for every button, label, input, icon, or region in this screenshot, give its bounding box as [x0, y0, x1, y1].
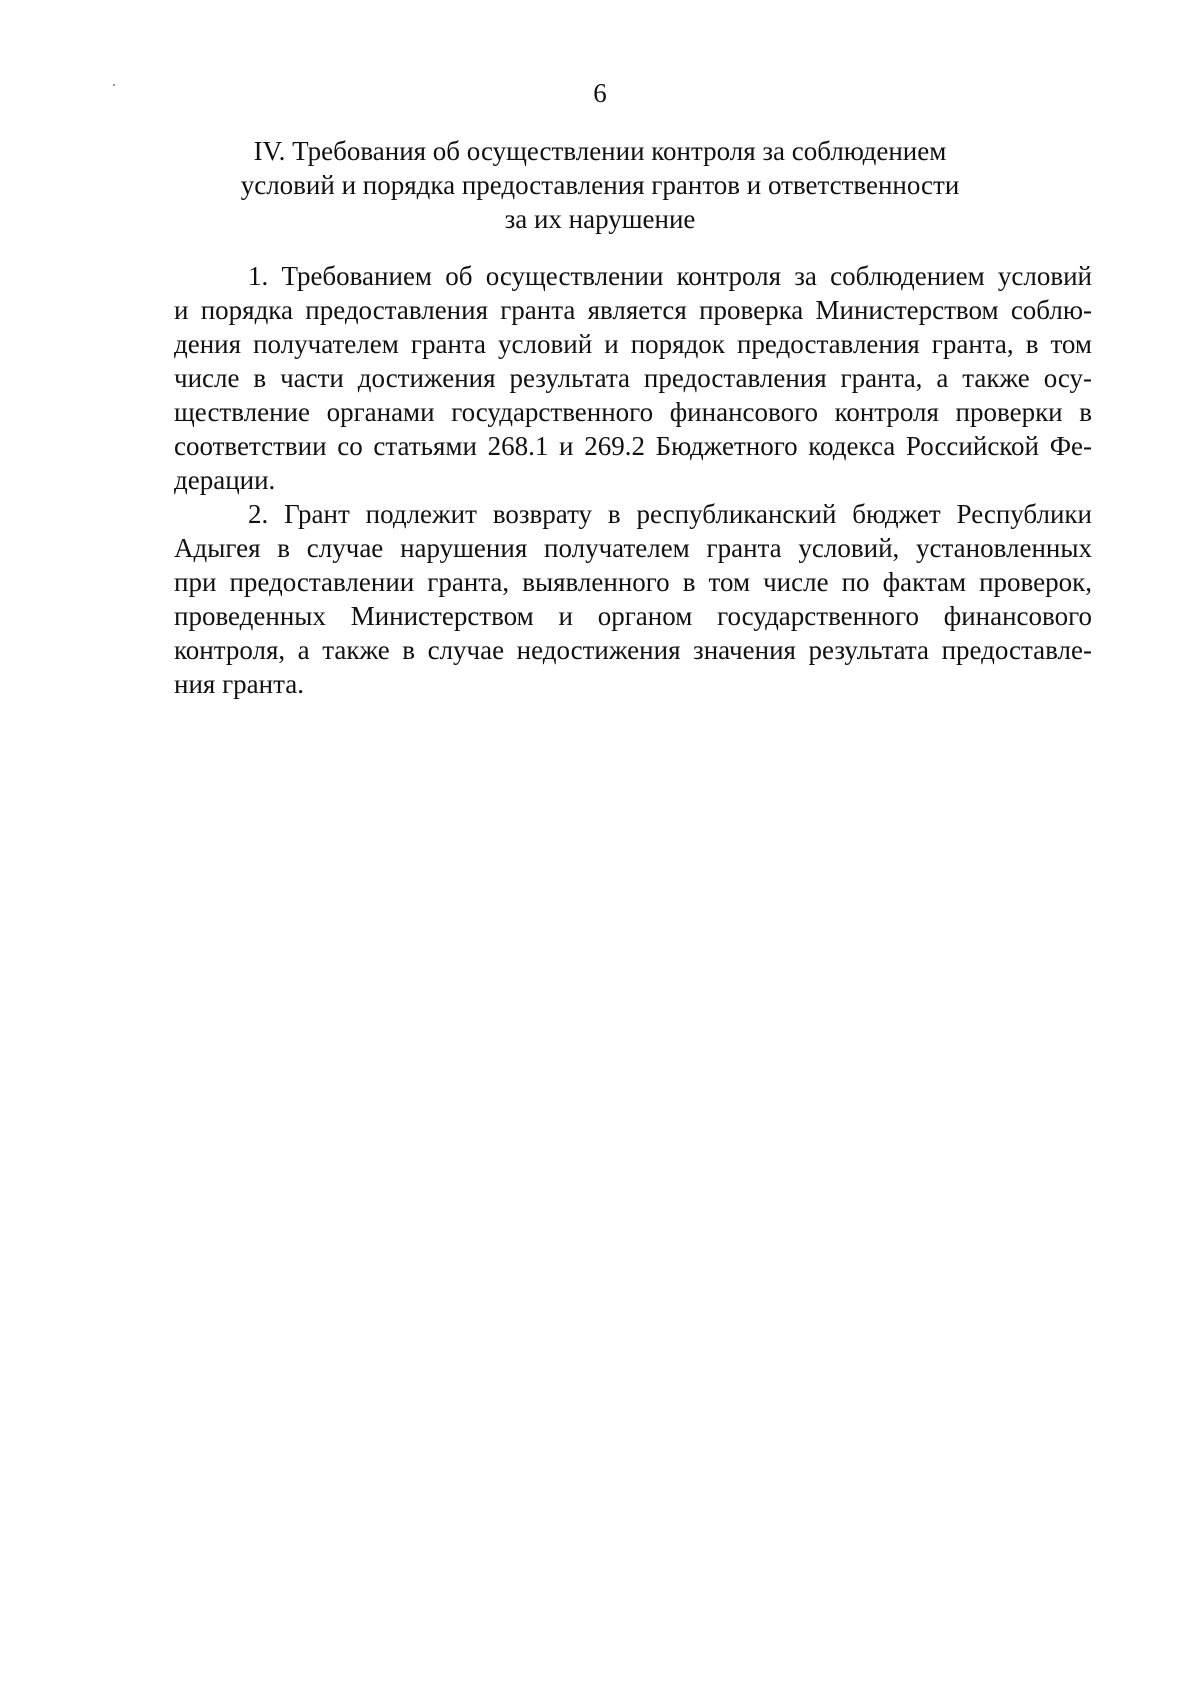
paragraph-line: 1. Требованием об осуществлении контроля за соблюдением условий	[248, 261, 1092, 291]
section-title-line: условий и порядка предоставления грантов и ответственности	[240, 170, 960, 200]
paragraph-line: Адыгея в случае нарушения получателем гранта условий, установленных	[174, 533, 1092, 563]
paragraph-line: ществление органами государственного финансового контроля проверки в	[174, 397, 1092, 427]
paragraph-line: дерации.	[174, 465, 276, 495]
section-title-line: IV. Требования об осуществлении контроля за соблюдением	[253, 136, 947, 166]
paragraph-1	[174, 259, 1092, 497]
paragraph-line: контроля, а также в случае недостижения значения результата предоставле-	[174, 635, 1092, 665]
paragraph-line: ния гранта.	[174, 669, 304, 699]
paragraph-line: при предоставлении гранта, выявленного в том числе по фактам проверок,	[174, 567, 1092, 597]
section-title	[0, 134, 1200, 236]
paragraph-line: 2. Грант подлежит возврату в республиканский бюджет Республики	[248, 499, 1092, 529]
page-number: 6	[593, 78, 607, 108]
paragraph-line: и порядка предоставления гранта является проверка Министерством соблю-	[174, 295, 1092, 325]
paragraph-line: проведенных Министерством и органом государственного финансового	[174, 601, 1092, 631]
paragraph-line: числе в части достижения результата предоставления гранта, а также осу-	[174, 363, 1092, 393]
document-body	[174, 259, 1092, 701]
paragraph-line: дения получателем гранта условий и порядок предоставления гранта, в том	[174, 329, 1092, 359]
paragraph-line: соответствии со статьями 268.1 и 269.2 Бюджетного кодекса Российской Фе-	[174, 431, 1092, 461]
paragraph-2	[174, 497, 1092, 701]
section-title-line: за их нарушение	[504, 204, 696, 234]
